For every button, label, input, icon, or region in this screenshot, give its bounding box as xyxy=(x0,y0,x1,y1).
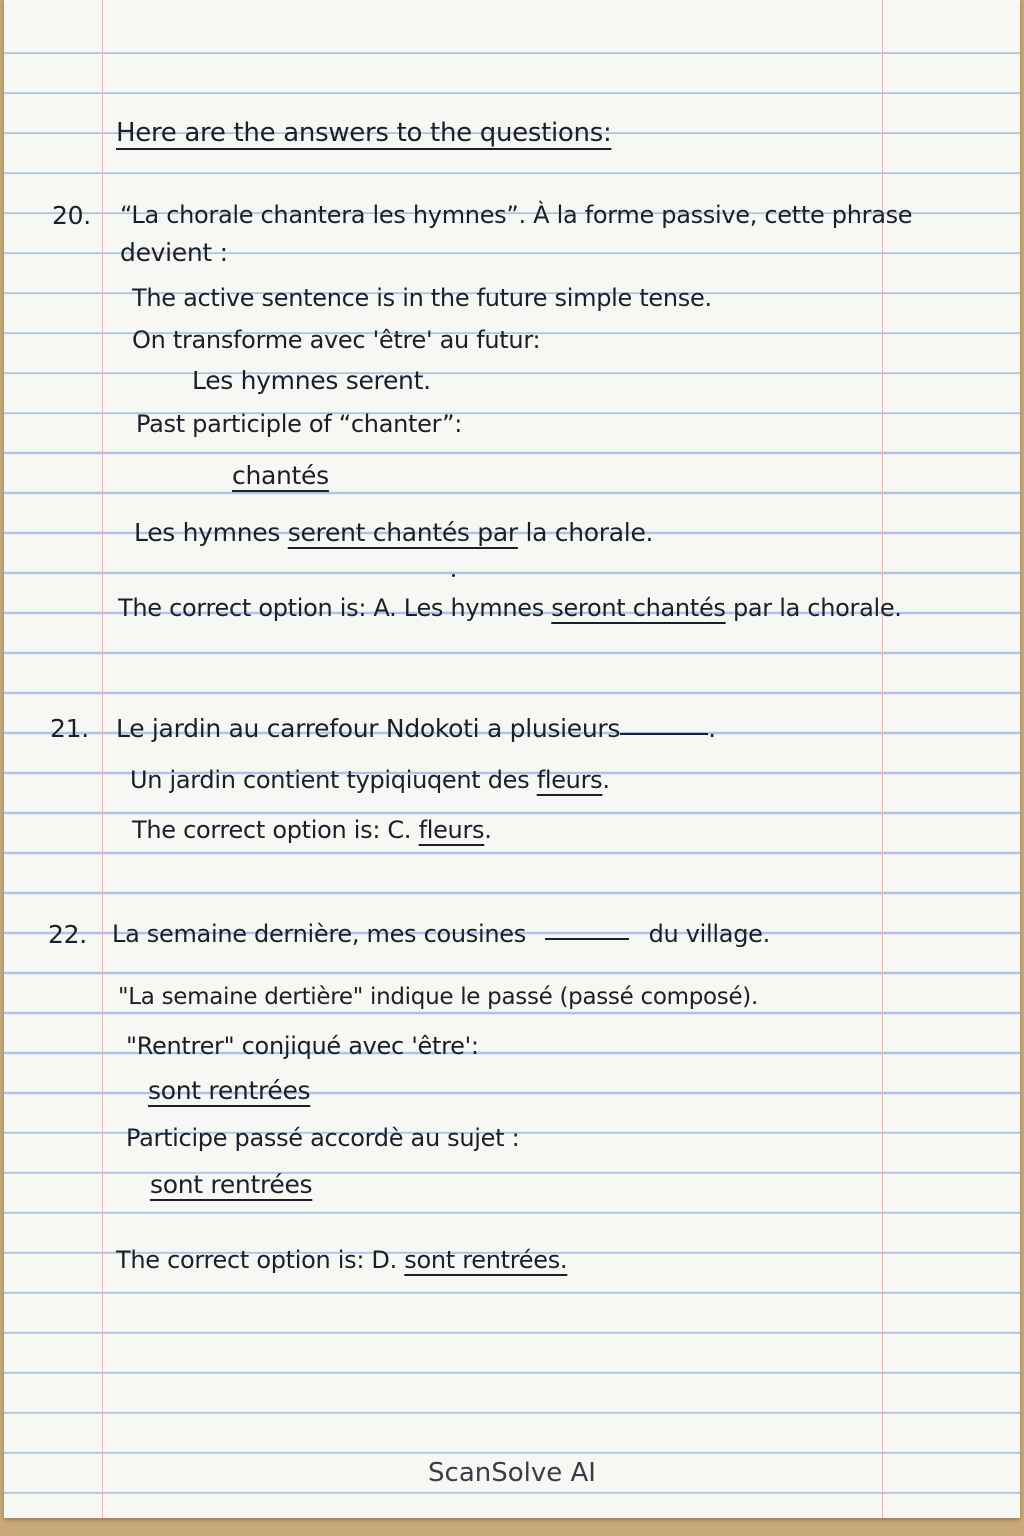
question-21-step-1-part-1: Un jardin contient typiqiuqent des xyxy=(130,766,530,794)
question-22-step-2: "Rentrer" conjiqué avec 'être': xyxy=(126,1032,479,1060)
question-20-step-1: The active sentence is in the future simple tense. xyxy=(132,284,712,312)
question-22-text-part-1: La semaine dernière, mes cousines xyxy=(112,920,526,948)
question-20-answer xyxy=(118,596,902,620)
question-20-result-part-3: la chorale. xyxy=(525,518,654,547)
question-22-step-4: Participe passé accordè au sujet : xyxy=(126,1124,520,1152)
question-21-step-1 xyxy=(130,768,610,792)
question-22-number: 22. xyxy=(48,920,87,949)
ink-dot xyxy=(452,574,455,577)
question-21-text-main: Le jardin au carrefour Ndokoti a plusieurs xyxy=(116,714,621,743)
question-21-step-1-part-3: . xyxy=(602,766,610,794)
question-20-number: 20. xyxy=(52,201,91,230)
question-21-text-end: . xyxy=(708,714,716,743)
question-22-answer-part-1: The correct option is: D. xyxy=(116,1246,397,1274)
question-20-answer-part-3: par la chorale. xyxy=(732,594,902,622)
question-22-step-1: "La semaine dertière" indique le passé (passé composé). xyxy=(118,984,758,1010)
question-21-text xyxy=(116,716,716,741)
question-20-step-5: chantés xyxy=(232,461,329,490)
question-20-result-part-1: Les hymnes xyxy=(134,518,281,547)
answer-blank xyxy=(620,733,708,735)
question-21-answer-part-1: The correct option is: C. xyxy=(132,816,412,844)
question-22-step-3: sont rentrées xyxy=(148,1076,311,1105)
question-20-text-line1: “La chorale chantera les hymnes”. À la forme passive, cette phrase xyxy=(120,201,913,229)
question-20-result xyxy=(134,520,653,545)
question-22-answer xyxy=(116,1248,567,1272)
question-20-text-line2: devient : xyxy=(120,238,228,267)
question-21-step-1-part-2: fleurs xyxy=(536,766,603,794)
question-20-result-part-2: serent chantés par xyxy=(287,518,518,547)
page-heading: Here are the answers to the questions: xyxy=(116,118,612,148)
footer-brand: ScanSolve AI xyxy=(428,1458,596,1488)
question-22-text xyxy=(112,922,770,946)
question-22-step-5: sont rentrées xyxy=(150,1170,313,1199)
question-22-answer-part-2: sont rentrées. xyxy=(404,1246,568,1274)
question-21-answer-part-3: . xyxy=(484,816,492,844)
question-20-step-4: Past participle of “chanter”: xyxy=(136,410,463,438)
left-margin-line xyxy=(102,0,103,1518)
answer-blank xyxy=(545,938,629,940)
question-20-answer-part-1: The correct option is: A. Les hymnes xyxy=(118,594,544,622)
question-20-step-2: On transforme avec 'être' au futur: xyxy=(132,326,541,354)
question-20-answer-part-2: seront chantés xyxy=(551,594,726,622)
question-21-number: 21. xyxy=(50,714,89,743)
question-22-text-part-2: du village. xyxy=(648,920,770,948)
question-20-step-3: Les hymnes serent. xyxy=(192,366,431,395)
question-21-answer xyxy=(132,818,492,842)
question-21-answer-part-2: fleurs xyxy=(418,816,485,844)
